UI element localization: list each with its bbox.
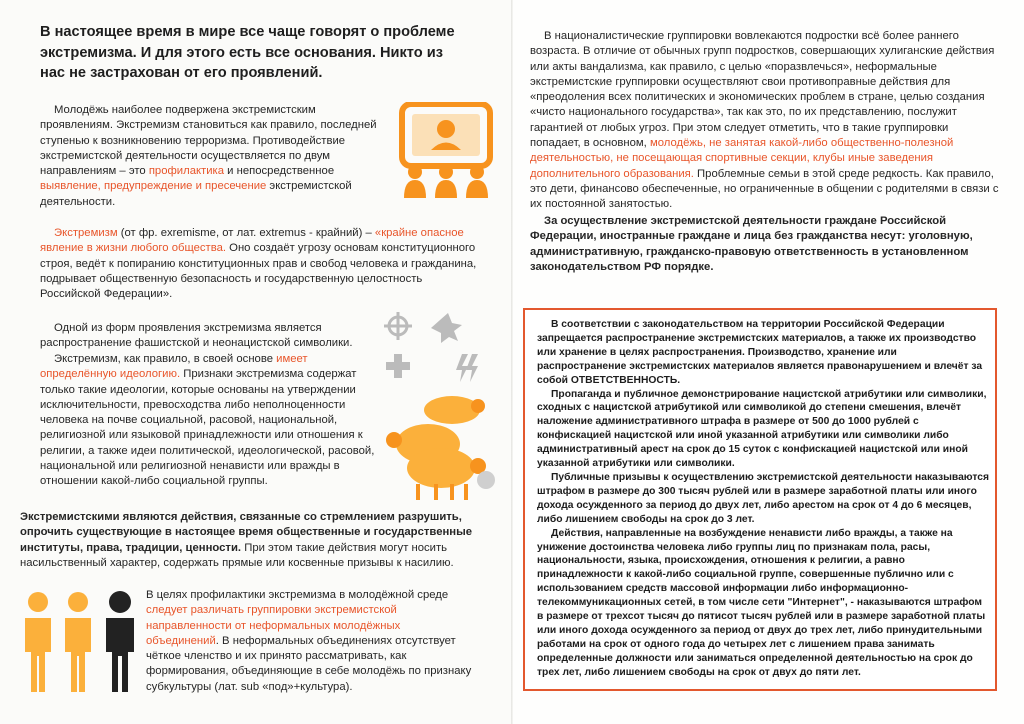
- law-paragraph-1: В соответствии с законодательством на территории Российской Федерации запрещается распространение экстремистских материалов, а также их производство или хранение в целях распространения. Производство, хранение или распространение экстремистских материалов является правонарушением и влечёт за собой ОТВЕТСТВЕННОСТЬ.: [537, 319, 983, 386]
- sheep-icon: [386, 392, 498, 502]
- people-icon: [20, 590, 140, 694]
- page-fold: [511, 0, 513, 724]
- responsibility-paragraph: За осуществление экстремистской деятельности граждане Российской Федерации, иностранные граждане и лица без гражданства несут: уголовную, административную, гражданско-правовую ответственность в установленном законодательством РФ порядке.: [530, 215, 973, 273]
- ideology-paragraph: Экстремизм, как правило, в своей основе имеет определённую идеологию. Признаки экстремизма содержат только такие идеологии, которые основаны на утверждении исключительности, превосходства либо неполноценности человека на почве социальной, расовой, национальной, религиозной или языковой принадлежности или отношения к религии, а также идеи политической, идеологической, расовой, национальной или религиозной ненависти или вражды в отношении какой-либо социальной группы.: [40, 353, 375, 488]
- actions-paragraph: Экстремистскими являются действия, связанные со стремлением разрушить, опрочить существующие в настоящее время общественные и государственные институты, права, традиции, ценности. При этом такие действия могут носить насильственный характер, содержать прямые или косвенные призывы к насилию.: [20, 511, 473, 569]
- presentation-icon: [398, 102, 496, 200]
- youth-paragraph: Молодёжь наиболее подвержена экстремистским проявлениям. Экстремизм становиться как правило, последней ступенью к возникновению терроризма. Противодействие экстремистской деятельности осуществляется по двум направлениям – это профилактика и непосредственное выявление, предупреждение и пресечение экстремистской деятельности.: [40, 104, 377, 208]
- law-paragraph-2: Пропаганда и публичное демонстрирование нацистской атрибутики или символики, сходных с нацистской атрибутикой или символикой до степени смешения, влечёт наложение административного штрафа в размере от 500 до 1000 рублей с конфискацией нацистской или иной указанной атрибутики или символики либо административный арест на срок до 15 суток с конфискацией нацистской или иной указанной атрибутики или символики.: [537, 388, 987, 470]
- groups-paragraph: В целях профилактики экстремизма в молодёжной среде следует различать группировки экстремистской направленности от неформальных молодёжных объединений. В неформальных объединениях отсутствует чёткое членство и их принято рассматривать, как формирования, объединяющие в себе молодёжь по признаку субкультуры (лат. sub «под»+культура).: [146, 589, 472, 693]
- legislation-text: [537, 318, 989, 680]
- extremist-symbols-icon: [380, 310, 496, 392]
- forms-paragraph: Одной из форм проявления экстремизма является распространение фашистской и неонацистской символики.: [40, 322, 353, 350]
- groups-involvement-paragraph: В националистические группировки вовлекаются подростки всё более раннего возраста. В отличие от обычных групп подростков, совершающих хулиганские действия или акты вандализма, как правило, с целью «поразвлечься», неформальные экстремистские группировки осуществляют свои противоправные действия для «преодоления всех политических и экономических проблем в стране, целью создания «чисто национального государства», так как это, по их представлению, послужит гарантией от любых угроз. При этом следует отметить, что в такие группировки попадает, в основном, молодёжь, не занятая какой-либо общественно-полезной деятельностью, не посещающая спортивные секции, клубы иные заведения дополнительного образования. Проблемные семьи в этой среде редкость. Как правило, это дети, финансово обеспеченные, но ограниченные в общении с родителями в связи с их постоянной занятостью.: [530, 30, 999, 211]
- intro-heading: В настоящее время в мире все чаще говорят о проблеме экстремизма. И для этого есть все основания. Никто из нас не застрахован от его проявлений.: [40, 24, 455, 81]
- law-paragraph-4: Действия, направленные на возбуждение ненависти либо вражды, а также на унижение достоинства человека либо группы лиц по признакам пола, расы, национальности, языка, происхождения, отношения к религии, а равно принадлежности к какой-либо социальной группе, совершенные публично или с использованием средств массовой информации либо информационно-телекоммуникационных сетей, в том числе сети "Интернет", - наказываются штрафом в размере от трехсот тысяч до пятисот тысяч рублей или в размере заработной платы или иного дохода осужденного за период от двух до трех лет, либо принудительными работами на срок от одного года до четырех лет с лишением права занимать определенные должности или заниматься определенной деятельностью на срок до трех лет, либо лишением свободы на срок от двух до пяти лет.: [537, 527, 986, 678]
- law-paragraph-3: Публичные призывы к осуществлению экстремистской деятельности наказываются штрафом в размере до 300 тысяч рублей или в размере заработной платы или иного дохода осужденного за период до двух лет, либо арестом на срок от 4 до 6 месяцев, либо лишением свободы на срок до 3 лет.: [537, 471, 989, 525]
- definition-paragraph: Экстремизм (от фр. exremisme, от лат. extremus - крайний) – «крайне опасное явление в жизни любого общества. Оно создаёт угрозу основам конституционного строя, ведёт к попиранию конституционных прав и свобод человека и гражданина, подрывает общественную безопасность и государственную целостность Российской Федерации».: [40, 227, 477, 301]
